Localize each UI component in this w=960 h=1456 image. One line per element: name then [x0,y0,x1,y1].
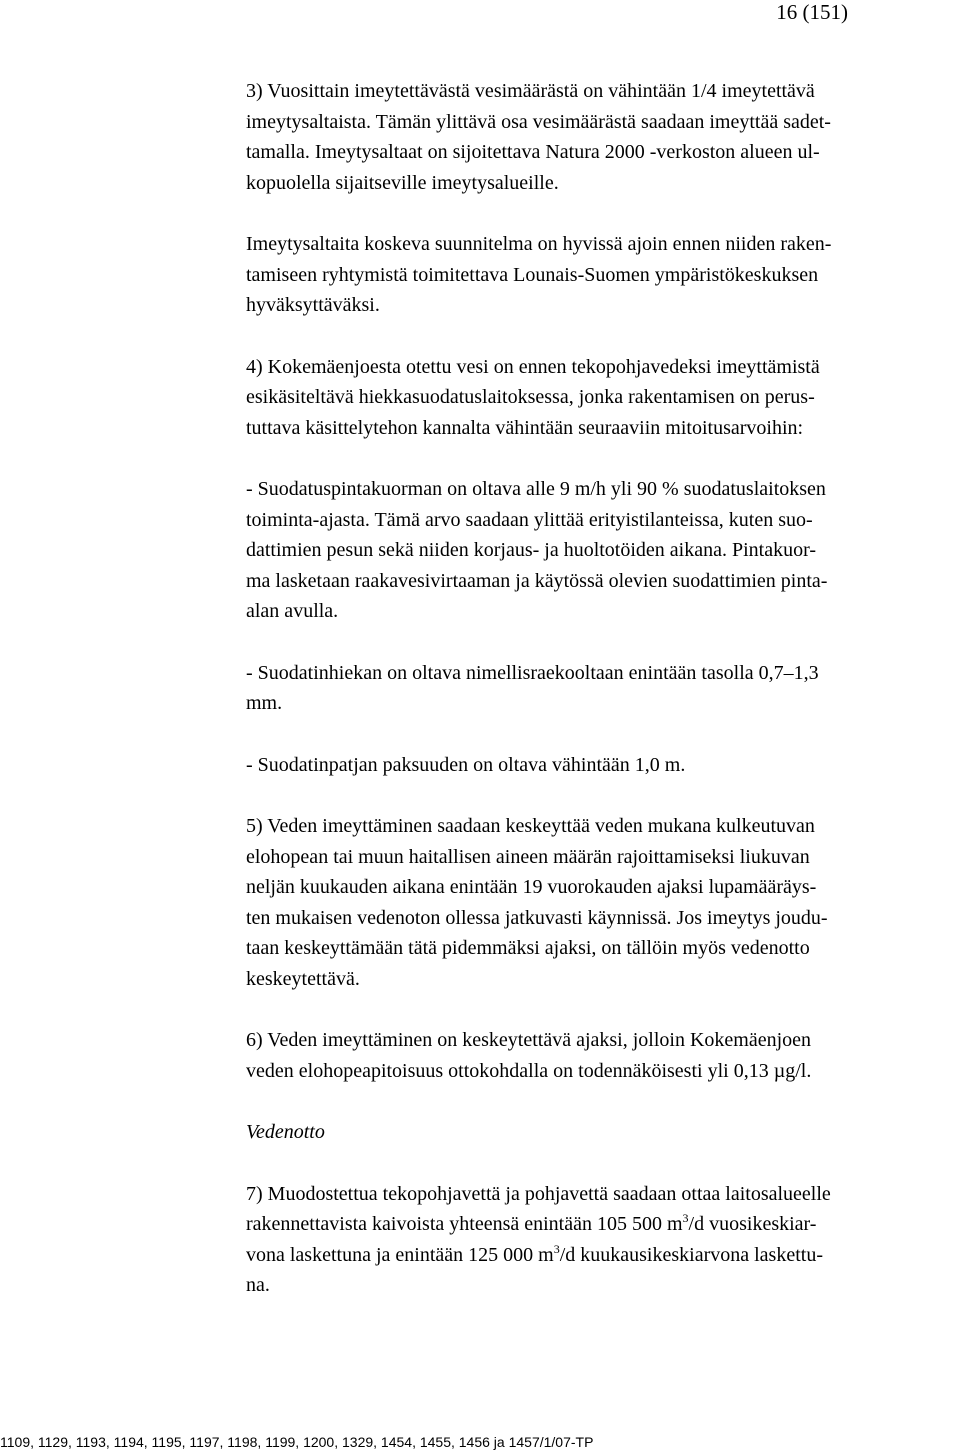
text-line: 5) Veden imeyttäminen saadaan keskeyttää veden mukana kulkeutuvan [246,815,815,837]
text-fragment: vona laskettuna ja enintään 125 000 m [246,1243,554,1266]
text-line: 7) Muodostettua tekopohjavettä ja pohjavettä saadaan ottaa laitosalueelle [246,1182,831,1205]
paragraph-4-pretreatment [246,352,960,444]
text-line: tamiseen ryhtymistä toimitettava Lounais-Suomen ympäristökeskuksen [246,263,819,286]
text-line: mm. [246,692,283,714]
text-line: 3) Vuosittain imeytettävästä vesimäärästä on vähintään 1/4 imeytettävä [246,80,815,102]
text-line: 6) Veden imeyttäminen on keskeytettävä ajaksi, jolloin Kokemäenjoen [246,1029,812,1051]
text-line: - Suodatinpatjan paksuuden on oltava vähintään 1,0 m. [246,753,686,776]
superscript: 3 [682,1211,689,1225]
paragraph-3-infiltration-share [246,76,960,198]
paragraph-filter-sand [246,658,960,719]
paragraph-7-water-intake [246,1179,960,1301]
text-line: Imeytysaltaita koskeva suunnitelma on hyvissä ajoin ennen niiden raken- [246,233,832,255]
text-line: alan avulla. [246,600,339,622]
text-line: tamalla. Imeytysaltaat on sijoitettava Natura 2000 -verkoston alueen ul- [246,141,820,163]
text-line: ma lasketaan raakavesivirtaaman ja käytössä olevien suodattimien pinta- [246,569,828,592]
text-line [246,1209,960,1240]
footer-reference-numbers: 1109, 1129, 1193, 1194, 1195, 1197, 1198, 1199, 1200, 1329, 1454, 1455, 1456 ja 1457/1/07-TP [0,1434,594,1450]
text-line: esikäsiteltävä hiekkasuodatuslaitoksessa, jonka rakentamisen on perus- [246,386,815,408]
text-line: 4) Kokemäenjoesta otettu vesi on ennen tekopohjavedeksi imeyttämistä [246,355,820,378]
text-line: neljän kuukauden aikana enintään 19 vuorokauden ajaksi lupamääräys- [246,876,817,898]
text-fragment: /d vuosikeskiar- [688,1213,817,1235]
text-line: - Suodatinhiekan on oltava nimellisraekooltaan enintään tasolla 0,7–1,3 [246,661,819,684]
text-line: dattimien pesun sekä niiden korjaus- ja huoltotöiden aikana. Pintakuor- [246,539,817,561]
text-line: toiminta-ajasta. Tämä arvo saadaan ylittää erityistilanteissa, kuten suo- [246,508,813,531]
document-body [246,76,960,1332]
text-line: hyväksyttäväksi. [246,294,380,316]
text-line: imeytysaltaista. Tämän ylittävä osa vesimäärästä saadaan imeyttää sadet- [246,110,831,133]
section-heading-vedenotto: Vedenotto [246,1121,325,1143]
text-line: ten mukaisen vedenoton ollessa jatkuvasti käynnissä. Jos imeytys joudu- [246,906,828,929]
text-fragment: /d kuukausikeskiarvona laskettu- [559,1243,823,1266]
paragraph-basin-plan [246,229,960,321]
superscript: 3 [553,1241,560,1256]
text-line: taan keskeyttämään tätä pidemmäksi ajaksi, on tällöin myös vedenotto [246,937,810,959]
text-line [246,1240,960,1271]
text-line: veden elohopeapitoisuus ottokohdalla on todennäköisesti yli 0,13 µg/l. [246,1059,812,1082]
text-line: na. [246,1274,270,1296]
text-line: kopuolella sijaitseville imeytysalueille. [246,171,559,194]
paragraph-5-interruption [246,811,960,994]
paragraph-filter-bed [246,750,960,781]
page-number: 16 (151) [776,0,848,24]
text-line: - Suodatuspintakuorman on oltava alle 9 m/h yli 90 % suodatuslaitoksen [246,478,826,500]
text-line: elohopean tai muun haitallisen aineen määrän rajoittamiseksi liukuvan [246,845,810,868]
text-line: tuttava käsittelytehon kannalta vähintään seuraaviin mitoitusarvoihin: [246,416,804,439]
text-fragment: rakennettavista kaivoista yhteensä enintään 105 500 m [246,1213,683,1235]
text-line: keskeytettävä. [246,967,360,990]
paragraph-surface-load [246,474,960,627]
paragraph-6-mercury [246,1025,960,1086]
